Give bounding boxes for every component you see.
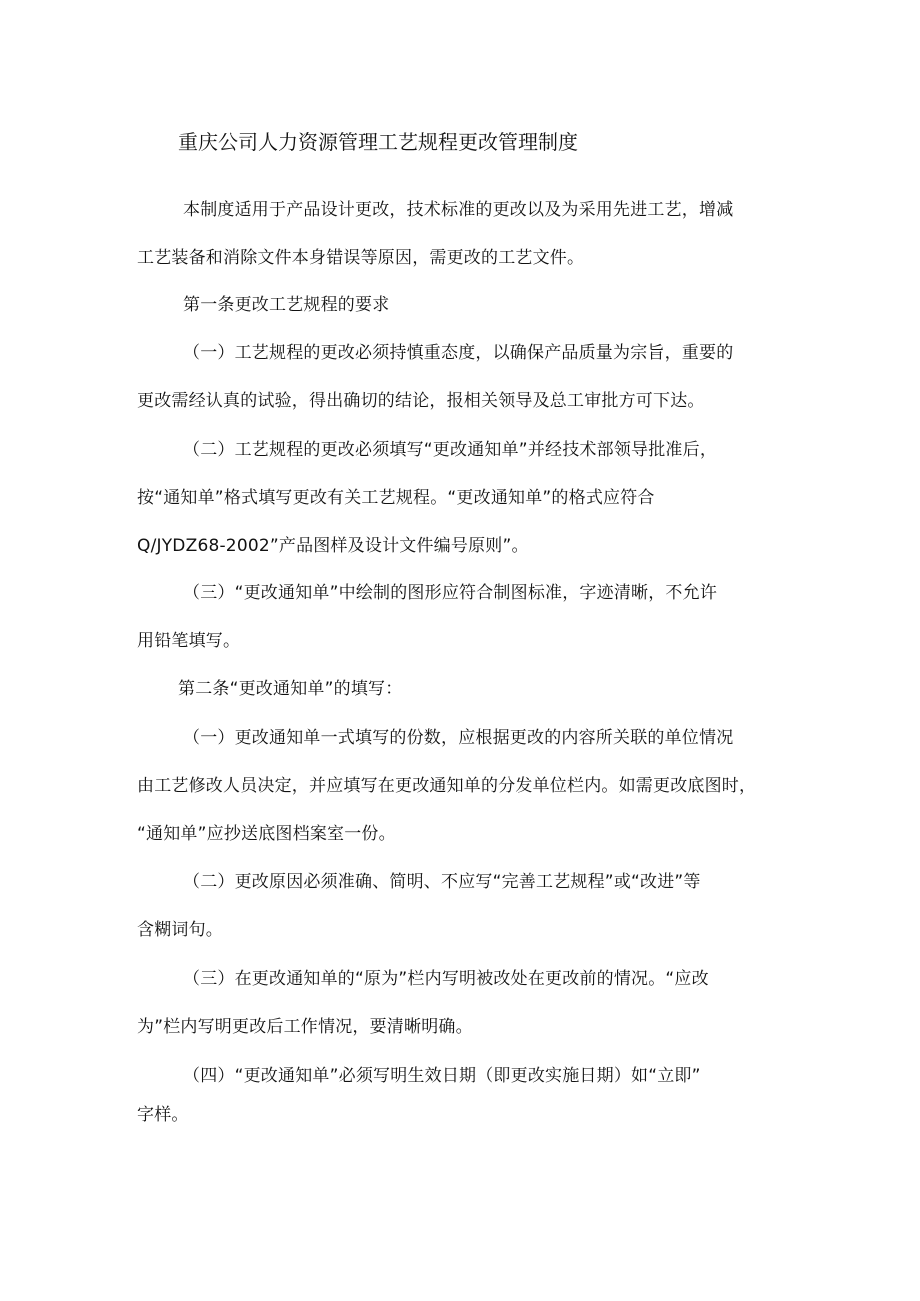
article-2-item-4-line-2: 字样。 (137, 1105, 189, 1125)
article-1-item-3-line-2: 用铅笔填写。 (137, 631, 241, 651)
article-2-item-3-line-1: （三）在更改通知单的“原为”栏内写明被改处在更改前的情况。“应改 (183, 969, 709, 989)
article-1-item-3-line-1: （三）“更改通知单”中绘制的图形应符合制图标准，字迹清晰，不允许 (183, 583, 718, 603)
article-1-heading: 第一条更改工艺规程的要求 (183, 295, 390, 315)
article-2-item-4-line-1: （四）“更改通知单”必须写明生效日期（即更改实施日期）如“立即” (183, 1066, 701, 1086)
article-2-item-3-line-2: 为”栏内写明更改后工作情况，要清晰明确。 (137, 1017, 473, 1037)
article-2-heading: 第二条“更改通知单”的填写： (178, 679, 403, 699)
article-1-item-2-line-1: （二）工艺规程的更改必须填写“更改通知单”并经技术部领导批准后， (183, 440, 718, 460)
article-2-item-2-line-2: 含糊词句。 (137, 920, 223, 940)
article-1-item-1-line-1: （一）工艺规程的更改必须持慎重态度，以确保产品质量为宗旨，重要的 (183, 343, 734, 363)
article-1-item-2-line-2: 按“通知单”格式填写更改有关工艺规程。“更改通知单”的格式应符合 (137, 488, 655, 508)
article-1-item-2-line-3: Q/JYDZ68-2002”产品图样及设计文件编号原则”。 (137, 536, 529, 556)
article-2-item-1-line-1: （一）更改通知单一式填写的份数，应根据更改的内容所关联的单位情况 (183, 728, 734, 748)
article-2-item-1-line-3: “通知单”应抄送底图档案室一份。 (137, 824, 396, 844)
article-2-item-1-line-2: 由工艺修改人员决定，并应填写在更改通知单的分发单位栏内。如需更改底图时， (137, 776, 757, 796)
intro-line-2: 工艺装备和消除文件本身错误等原因，需更改的工艺文件。 (137, 248, 585, 268)
document-title: 重庆公司人力资源管理工艺规程更改管理制度 (178, 130, 578, 154)
article-1-item-1-line-2: 更改需经认真的试验，得出确切的结论，报相关领导及总工审批方可下达。 (137, 391, 705, 411)
article-2-item-2-line-1: （二）更改原因必须准确、简明、不应写“完善工艺规程”或“改进”等 (183, 872, 701, 892)
intro-line-1: 本制度适用于产品设计更改，技术标准的更改以及为采用先进工艺，增减 (183, 200, 734, 220)
